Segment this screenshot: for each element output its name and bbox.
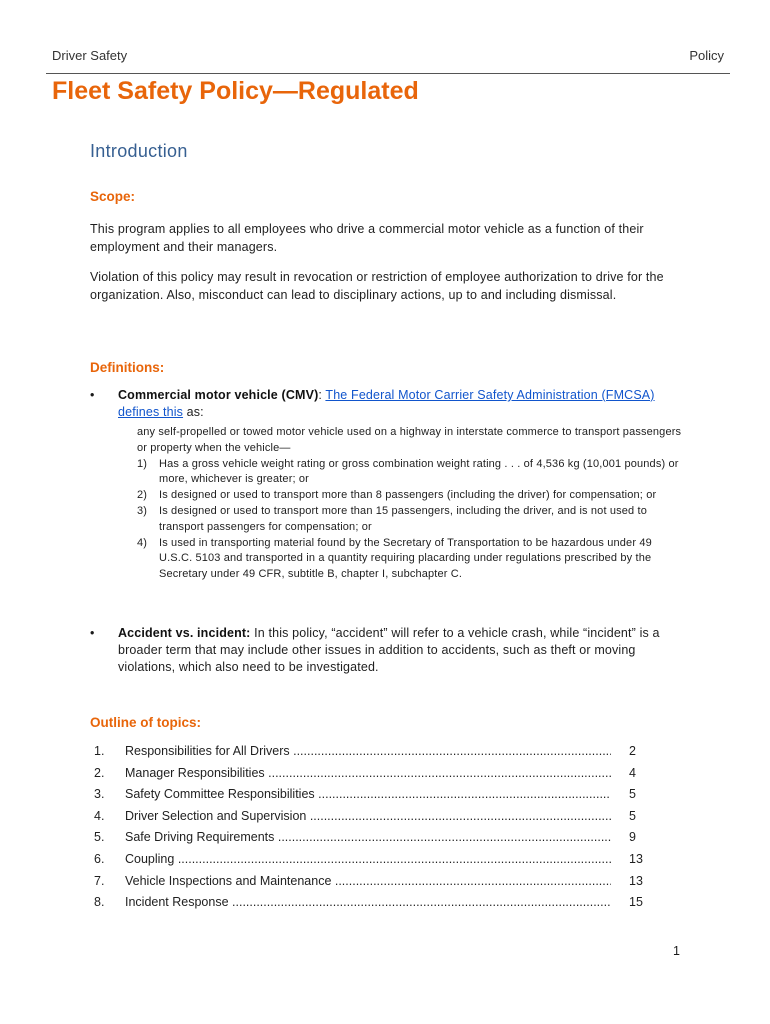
cmv-criteria-list: [137, 457, 687, 583]
definitions-heading: Definitions:: [90, 360, 165, 375]
outline-item-text: Responsibilities for All Drivers .....: [125, 744, 611, 758]
header-left: Driver Safety: [52, 48, 128, 63]
outline-item-num: 6.: [94, 851, 105, 866]
outline-item[interactable]: [94, 874, 654, 896]
outline-item[interactable]: [94, 830, 654, 852]
outline-item-num: 8.: [94, 895, 105, 910]
cmv-criterion: [137, 536, 687, 583]
cmv-criterion-text: Is designed or used to transport more than 15 passengers, including the driver, and is not used to transport passengers for compensation; or: [159, 504, 647, 533]
outline-item-page: 2: [629, 744, 636, 758]
outline-item-page: 5: [629, 787, 636, 802]
outline-item-num: 1.: [94, 744, 105, 758]
outline-item-text: Driver Selection and Supervision .....: [125, 809, 611, 823]
outline-item-num: 3.: [94, 787, 105, 802]
outline-list: [94, 744, 654, 917]
cmv-criterion-num: 3): [137, 504, 148, 517]
outline-item-page: 4: [629, 765, 636, 780]
outline-item[interactable]: [94, 809, 654, 831]
scope-heading: Scope:: [90, 189, 136, 204]
outline-item-text: Vehicle Inspections and Maintenance .....: [125, 874, 611, 888]
cmv-criterion-num: 4): [137, 536, 148, 549]
page-number: 1: [673, 944, 680, 958]
cmv-after: as:: [183, 405, 204, 419]
outline-item-text: Manager Responsibilities .....: [125, 766, 611, 780]
outline-item-page: 9: [629, 830, 636, 845]
cmv-criterion: [137, 488, 687, 504]
scope-paragraph-2: Violation of this policy may result in revocation or restriction of employee authorization to drive for the organization. Also, misconduct can lead to disciplinary actions, up to and including dismissal.: [90, 270, 664, 302]
outline-item-text: Coupling .....: [125, 852, 611, 866]
outline-item-num: 5.: [94, 830, 105, 845]
outline-item-num: 4.: [94, 808, 105, 823]
cmv-quote: [137, 425, 687, 583]
outline-item-text: Safety Committee Responsibilities .....: [125, 787, 611, 801]
cmv-quote-intro: any self-propelled or towed motor vehicle used on a highway in interstate commerce to transport passengers or property when the vehicle—: [137, 426, 682, 454]
outline-item-page: 5: [629, 808, 636, 823]
header-divider: [46, 73, 730, 74]
bullet-cmv: •: [90, 388, 95, 402]
cmv-criterion: [137, 504, 687, 536]
outline-item-text: Incident Response .....: [125, 895, 611, 909]
outline-item-page: 13: [629, 873, 643, 888]
outline-item-num: 7.: [94, 873, 105, 888]
page-title: Fleet Safety Policy—Regulated: [52, 77, 419, 105]
outline-item[interactable]: [94, 744, 654, 766]
outline-item[interactable]: [94, 766, 654, 788]
fmcsa-link[interactable]: The Federal Motor Carrier Safety Administration (FMCSA) defines this: [118, 388, 655, 419]
header-right: Policy: [689, 48, 724, 63]
cmv-criterion-num: 2): [137, 489, 148, 502]
accident-term: Accident vs. incident:: [118, 626, 251, 640]
introduction-heading: Introduction: [90, 141, 188, 161]
outline-item-num: 2.: [94, 765, 105, 780]
cmv-colon: :: [318, 388, 326, 402]
cmv-criterion: [137, 457, 687, 489]
cmv-criterion-text: Is designed or used to transport more than 8 passengers (including the driver) for compensation; or: [159, 489, 657, 502]
definition-cmv: [118, 387, 693, 421]
outline-item-text: Safe Driving Requirements .....: [125, 830, 611, 844]
outline-item[interactable]: [94, 787, 654, 809]
outline-heading: Outline of topics:: [90, 715, 201, 730]
cmv-criterion-text: Is used in transporting material found by the Secretary of Transportation to be hazardous under 49 U.S.C. 5103 and transported in a quantity requiring placarding under regulations prescribed by the Secretary under 49 CFR, subtitle B, chapter I, subchapter C.: [159, 536, 652, 581]
bullet-accident: •: [90, 626, 95, 640]
cmv-criterion-num: 1): [137, 457, 148, 470]
outline-item[interactable]: [94, 895, 654, 917]
outline-item-page: 15: [629, 895, 643, 910]
scope-paragraph-1: This program applies to all employees who drive a commercial motor vehicle as a function of their employment and their managers.: [90, 222, 644, 254]
definition-accident: [118, 625, 693, 676]
cmv-term: Commercial motor vehicle (CMV): [118, 388, 319, 402]
accident-text: In this policy, “accident” will refer to a vehicle crash, while “incident” is a broader term that may include other issues in addition to accidents, such as theft or moving violations, which also need to be investigated.: [118, 626, 660, 674]
outline-item[interactable]: [94, 852, 654, 874]
outline-item-page: 13: [629, 851, 643, 866]
cmv-criterion-text: Has a gross vehicle weight rating or gross combination weight rating . . . of 4,536 kg (10,001 pounds) or more, whichever is greater; or: [159, 457, 679, 486]
